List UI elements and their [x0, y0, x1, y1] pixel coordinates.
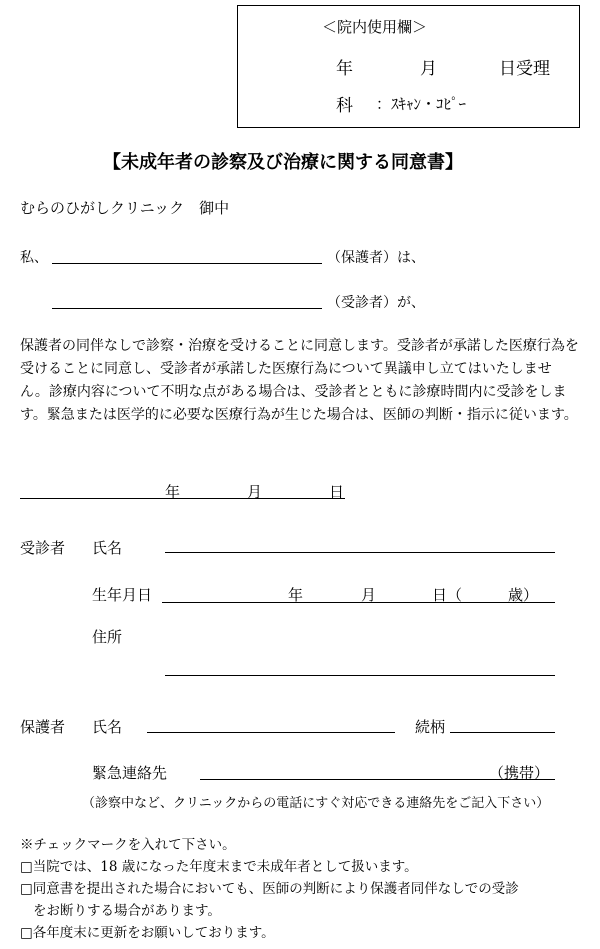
guardian-full-name-field[interactable]: [147, 732, 395, 733]
date-month-label: 月: [247, 483, 263, 501]
guardian-name-field[interactable]: [52, 263, 322, 264]
office-dept-label: 科: [336, 96, 353, 116]
date-day-label: 日: [329, 483, 345, 501]
consent-paragraph: 保護者の同伴なしで診察・治療を受けることに同意します。受診者が承諾した医療行為を受けることに同意し、受診者が承諾した医療行為について異議申し立てはいたしません。診療内容について不明な点がある場合は、受診者とともに診療時間内に受診をします。緊急または医学的に必要な医療行為が生じた場合は、医師の判断・指示に従います。: [20, 338, 579, 423]
birth-month-label: 月: [361, 586, 377, 604]
notes-header: ※チェックマークを入れて下さい。: [20, 837, 236, 853]
emergency-note: （診察中など、クリニックからの電話にすぐ対応できる連絡先をご記入下さい）: [82, 796, 550, 811]
note-item-1[interactable]: □当院では、18 歳になった年度末まで未成年者として扱います。: [20, 859, 418, 875]
note-item-2[interactable]: □同意書を提出された場合においても、医師の判断により保護者同伴なしでの受診: [20, 881, 519, 897]
office-year-label: 年: [336, 59, 353, 79]
office-dept-value: ：ｽｷｬﾝ・ｺﾋﾟｰ: [376, 95, 467, 113]
patient-heading: 受診者: [20, 539, 66, 557]
patient-name-label: 氏名: [92, 539, 123, 557]
addressee: むらのひがしクリニック 御中: [20, 199, 230, 217]
relation-field[interactable]: [450, 732, 555, 733]
age-label: 歳）: [508, 586, 539, 604]
office-received-label: 日受理: [499, 59, 550, 79]
patient-suffix: （受診者）が、: [327, 295, 425, 311]
note-item-2-continued: をお断りする場合があります。: [33, 903, 221, 919]
birth-date-label: 生年月日: [92, 586, 153, 604]
guardian-suffix: （保護者）は、: [327, 250, 425, 266]
guardian-name-label: 氏名: [92, 718, 123, 736]
document-title: 【未成年者の診察及び治療に関する同意書】: [103, 152, 463, 173]
birth-date-field[interactable]: [162, 602, 555, 603]
patient-name-field[interactable]: [52, 308, 322, 309]
address-field[interactable]: [165, 675, 555, 676]
guardian-prefix: 私、: [20, 250, 48, 266]
office-use-title: ＜院内使用欄＞: [322, 18, 428, 36]
birth-day-label: 日（: [432, 586, 463, 604]
office-month-label: 月: [420, 59, 437, 79]
mobile-label: （携帯）: [489, 764, 550, 782]
address-label: 住所: [92, 628, 123, 646]
birth-year-label: 年: [288, 586, 304, 604]
guardian-heading: 保護者: [20, 718, 66, 736]
relation-label: 続柄: [415, 718, 446, 736]
note-item-3[interactable]: □各年度末に更新をお願いしております。: [20, 925, 275, 941]
date-field[interactable]: [20, 498, 345, 499]
patient-full-name-field[interactable]: [165, 552, 555, 553]
date-year-label: 年: [165, 483, 181, 501]
emergency-contact-label: 緊急連絡先: [92, 764, 168, 782]
